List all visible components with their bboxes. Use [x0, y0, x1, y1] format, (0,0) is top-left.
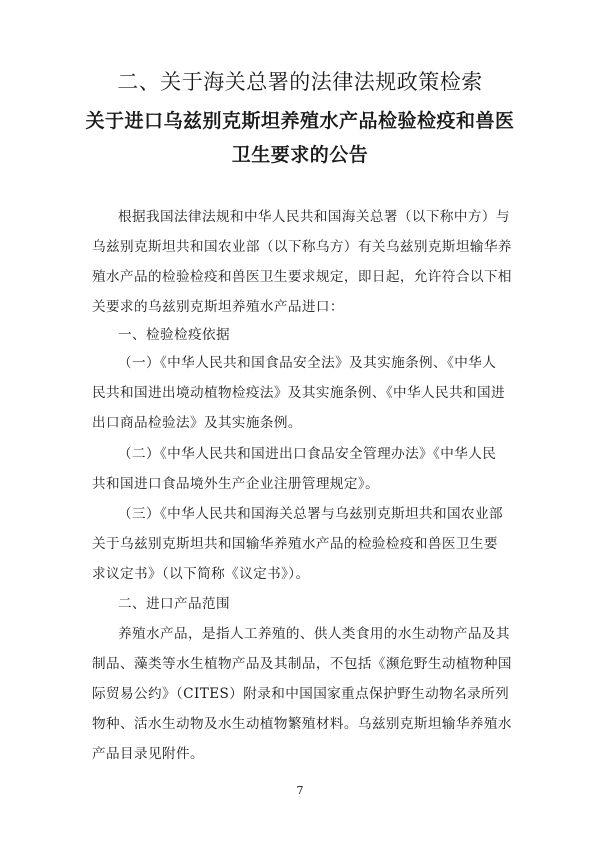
document-title-line-1: 关于进口乌兹别克斯坦养殖水产品检验检疫和兽医 — [85, 110, 515, 132]
paragraph-line: 产品目录见附件。 — [92, 746, 204, 762]
paragraph-line: 关于乌兹别克斯坦共和国输华养殖水产品的检验检疫和兽医卫生要 — [92, 536, 498, 552]
paragraph-line: 乌兹别克斯坦共和国农业部（以下称乌方）有关乌兹别克斯坦输华养 — [92, 239, 512, 255]
paragraph-line: 求议定书》（以下简称《议定书》）。 — [92, 566, 310, 582]
paragraph-line: 物种、活水生动物及水生动植物繁殖材料。乌兹别克斯坦输华养殖水 — [92, 716, 512, 732]
paragraph-line: 民共和国进出境动植物检疫法》及其实施条例、《中华人民共和国进 — [92, 385, 506, 401]
paragraph-line: （二）《中华人民共和国进出口食品安全管理办法》《中华人民 — [118, 446, 497, 462]
heading-line: 一、检验检疫依据 — [118, 327, 230, 343]
paragraph-line: 殖水产品的检验检疫和兽医卫生要求规定，即日起，允许符合以下相 — [92, 269, 512, 285]
paragraph-line: 根据我国法律法规和中华人民共和国海关总署（以下称中方）与 — [118, 209, 510, 225]
section-title: 二、关于海关总署的法律法规政策检索 — [117, 70, 483, 94]
paragraph-line: 关要求的乌兹别克斯坦养殖水产品进口： — [92, 299, 344, 315]
paragraph-line: 制品、藻类等水生植物产品及其制品，不包括《濒危野生动植物种国 — [92, 656, 512, 672]
heading-line: 二、进口产品范围 — [118, 596, 230, 612]
page-number: 7 — [296, 784, 304, 797]
paragraph-line: （三）《中华人民共和国海关总署与乌兹别克斯坦共和国农业部 — [118, 506, 504, 522]
document-title-line-2: 卫生要求的公告 — [231, 144, 369, 166]
paragraph-line: 共和国进口食品境外生产企业注册管理规定》。 — [92, 476, 380, 492]
paragraph-line: 出口商品检验法》及其实施条例。 — [92, 415, 302, 431]
paragraph-line: （一）《中华人民共和国食品安全法》及其实施条例、《中华人 — [118, 355, 497, 371]
paragraph-line: 养殖水产品，是指人工养殖的、供人类食用的水生动物产品及其 — [118, 626, 510, 642]
paragraph-line: 际贸易公约》（CITES）附录和中国国家重点保护野生动物名录所列 — [92, 686, 510, 702]
